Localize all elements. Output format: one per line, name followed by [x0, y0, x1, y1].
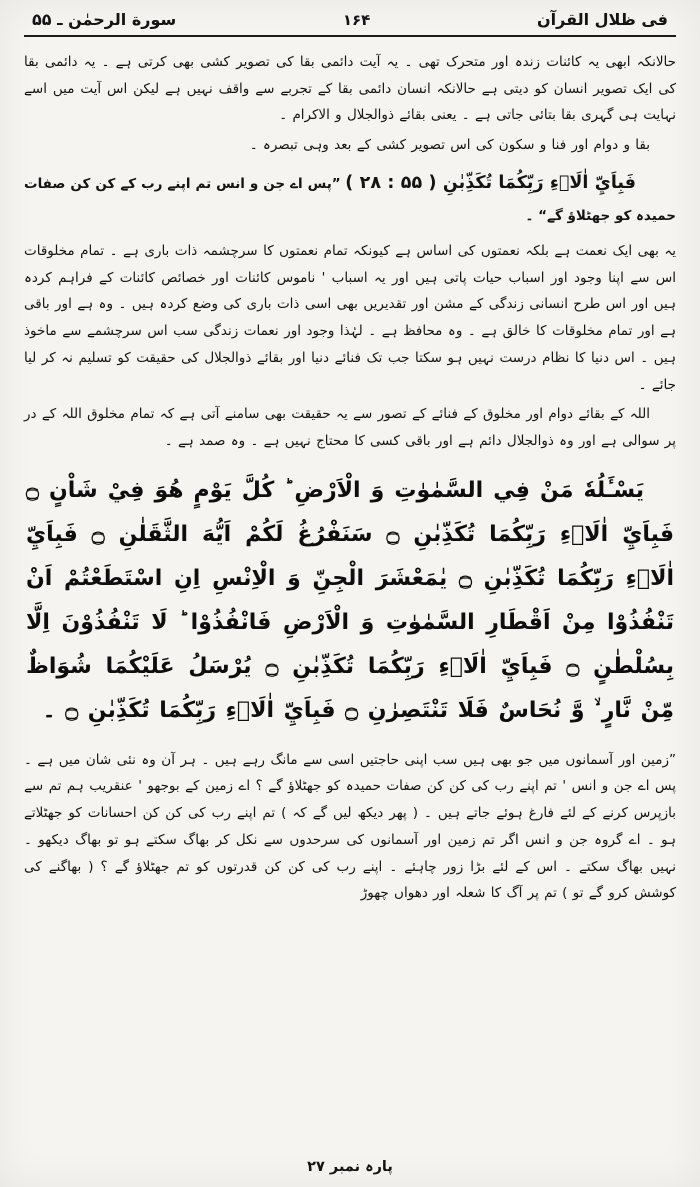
commentary-paragraph-1: حالانکہ ابھی یہ کائنات زندہ اور متحرک تھی ۔ یہ آیت دائمی بقا کی تصویر کشی بھی کرتی ہے ۔ یہ دائمی بقا کی ایک تصویر انسان کو دیتی ہے حالانکہ انسان دائمی بقا کے تجربے سے واقف نہیں ہے لیکن اس آیت میں اسے نہایت ہی گہری بقا بتائی جاتی ہے ۔ یعنی بقائے ذوالجلال و الاکرام ۔	[24, 54, 676, 124]
verses-translation-paragraph: ”زمین اور آسمانوں میں جو بھی ہیں سب اپنی حاجتیں اسی سے مانگ رہے ہیں ۔ ہر آن وہ نئی شان میں ہے ۔ پس اے جن و انس ' تم اپنے رب کی کن کن صفات حمیدہ کو جھٹلاؤ گے ؟ اے زمین کے بوجھو ' عنقریب ہم تم سے بازپرس کرنے کے لئے فارغ ہوئے جاتے ہیں ۔ ( پھر دیکھ لیں گے کہ ) تم اپنے رب کی کن کن احسانات کو جھٹلاتے ہو ۔ اے گروہ جن و انس اگر تم زمین اور آسمانوں کی سرحدوں سے نکل کر بھاگ سکتے ہو تو بھاگ دیکھو ۔ نہیں بھاگ سکتے ۔ اس کے لئے بڑا زور چاہئے ۔ اپنے رب کی کن کن قدرتوں کو تم جھٹلاؤ گے ؟ ( بھاگنے کی کوشش کرو گے تو ) تم پر آگ کا شعلہ اور دھواں چھوڑ	[24, 751, 676, 902]
inline-verse-arabic: فَبِاَيِّ اٰلَاۗءِ رَبِّكُمَا تُكَذِّبٰنِ ( ۵۵ : ۲۸ )	[345, 172, 636, 193]
page-content	[24, 49, 676, 1151]
surah-title: سورة الرحمٰن ـ ۵۵	[32, 10, 177, 29]
commentary-paragraph-3: یہ بھی ایک نعمت ہے بلکہ نعمتوں کی اساس ہے کیونکہ تمام نعمتوں کا سرچشمہ ذات باری ہے ۔ تمام مخلوقات اس سے اپنا وجود اور اسباب حیات پاتی ہیں اور یہ اسباب ' ناموس کائنات اور خصائص کائنات کے فراہم کردہ ہیں اور اس طرح انسانی زندگی کے مشن اور تقدیریں بھی اسی ذات باری کی وضع کردہ ہیں ۔ وہ ہے اور باقی ہے اور تمام مخلوقات کا خالق ہے ۔ وہ محافظ ہے ۔ لہٰذا وجود اور نعمات زندگی سب اس سرچشمے سے ماخوذ ہیں ۔ اس دنیا کا نظام درست نہیں ہو سکتا جب تک فنائے دنیا اور بقائے ذوالجلال کی حقیقت کو تسلیم نہ کر لیا جائے ۔	[24, 242, 676, 393]
page-header	[24, 8, 676, 33]
para-number-label: پارہ نمبر ۲۷	[307, 1159, 393, 1175]
book-title: فی ظلال القرآن	[536, 10, 668, 29]
commentary-paragraph-4: اللہ کے بقائے دوام اور مخلوق کے فنائے کے تصور سے یہ حقیقت بھی سامنے آتی ہے کہ تمام مخلوق اللہ کے در پر سوالی ہے اور وہ ذوالجلال دائم ہے اور باقی کسی کا محتاج نہیں ہے ۔ وہ صمد ہے ۔	[24, 406, 676, 449]
inline-verse-translation: ”پس اے جن و انس تم اپنے رب کے کن کن صفات حمیدہ کو جھٹلاؤ گے“ ۔	[24, 175, 676, 224]
commentary-paragraph-2: بقا و دوام اور فنا و سکون کی اس تصویر کشی کے بعد وہی تبصرہ ۔	[249, 137, 650, 154]
inline-verse-paragraph	[24, 165, 676, 230]
page-number: ۱۶۴	[342, 11, 371, 29]
header-divider	[24, 35, 676, 37]
quran-verses-block: يَسْـَٔلُهٗ مَنْ فِي السَّمٰوٰتِ وَ الْاَرْضِ ؕ كُلَّ يَوْمٍ هُوَ فِيْ شَاْنٍ ۝ فَبِاَيِّ اٰلَاۗءِ رَبِّكُمَا تُكَذِّبٰنِ ۝ سَنَفْرُغُ لَكُمْ اَيُّهَ الثَّقَلٰنِ ۝ فَبِاَيِّ اٰلَاۗءِ رَبِّكُمَا تُكَذِّبٰنِ ۝ يٰمَعْشَرَ الْجِنِّ وَ الْاِنْسِ اِنِ اسْتَطَعْتُمْ اَنْ تَنْفُذُوْا مِنْ اَقْطَارِ السَّمٰوٰتِ وَ الْاَرْضِ فَانْفُذُوْا ؕ لَا تَنْفُذُوْنَ اِلَّا بِسُلْطٰنٍ ۝ فَبِاَيِّ اٰلَاۗءِ رَبِّكُمَا تُكَذِّبٰنِ ۝ يُرْسَلُ عَلَيْكُمَا شُوَاظٌ مِّنْ نَّارٍ ۙ وَّ نُحَاسٌ فَلَا تَنْتَصِرٰنِ ۝ فَبِاَيِّ اٰلَاۗءِ رَبِّكُمَا تُكَذِّبٰنِ ۝ ۔	[26, 477, 675, 723]
page-footer	[24, 1151, 676, 1177]
